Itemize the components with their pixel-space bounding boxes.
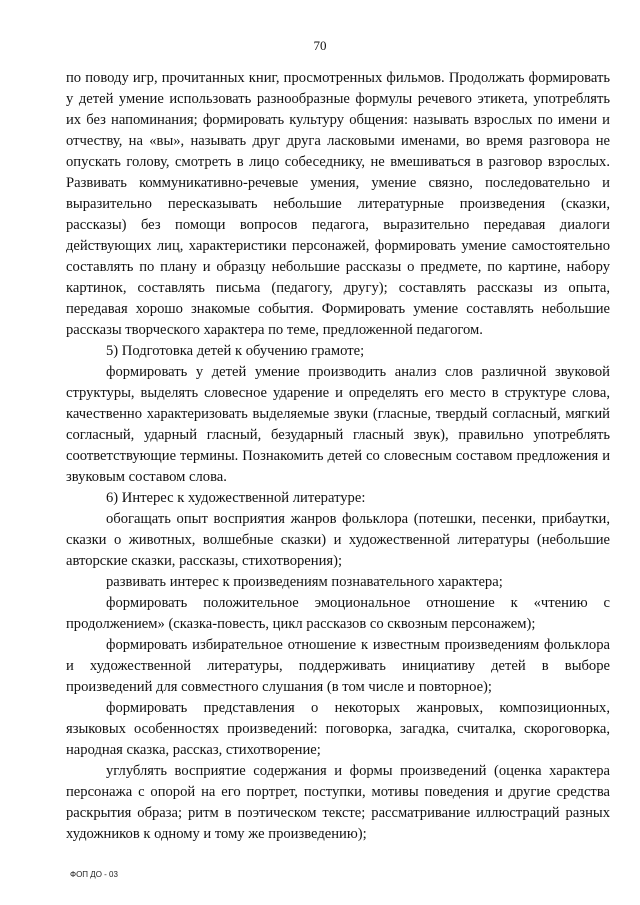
page-body xyxy=(66,68,610,845)
paragraph-genre-features: формировать представления о некоторых жанровых, композиционных, языковых особенностях произведений: поговорка, загадка, считалка, скороговорка, народная сказка, рассказ, стихотворение; xyxy=(66,700,610,758)
page-footer: ФОП ДО - 03 xyxy=(70,870,118,879)
paragraph-folklore: обогащать опыт восприятия жанров фольклора (потешки, песенки, прибаутки, сказки о животных, волшебные сказки) и художественной литературы (небольшие авторские сказки, рассказы, стихотворения); xyxy=(66,511,610,569)
paragraph-selective-attitude: формировать избирательное отношение к известным произведениям фольклора и художественной литературы, поддерживать инициативу детей в выборе произведений для совместного слушания (в том числе и повторное); xyxy=(66,637,610,695)
paragraph-cognitive-interest: развивать интерес к произведениям познавательного характера; xyxy=(106,574,503,590)
paragraph-continuation: по поводу игр, прочитанных книг, просмотренных фильмов. Продолжать формировать у детей умение использовать разнообразные формулы речевого этикета, употреблять их без напоминания; формировать культуру общения: называть взрослых по имени и отчеству, на «вы», называть друг друга ласковыми именами, во время разговора не опускать голову, смотреть в лицо собеседнику, не вмешиваться в разговор взрослых. Развивать коммуникативно-речевые умения, умение связно, последовательно и выразительно пересказывать небольшие литературные произведения (сказки, рассказы) без помощи вопросов педагога, выразительно передавая диалоги действующих лиц, характеристики персонажей, формировать умение самостоятельно составлять по плану и образцу небольшие рассказы о предмете, по картине, набору картинок, составлять письма (педагогу, другу); составлять рассказы из опыта, передавая хорошо знакомые события. Формировать умение составлять небольшие рассказы творческого характера по теме, предложенной педагогом. xyxy=(66,70,610,338)
page-number: 70 xyxy=(313,38,327,53)
paragraph-reading-continuation: формировать положительное эмоциональное отношение к «чтению с продолжением» (сказка-повесть, цикл рассказов со сквозным персонажем); xyxy=(66,595,610,632)
section-heading-literature: 6) Интерес к художественной литературе: xyxy=(106,490,366,506)
paragraph-deepen-perception: углублять восприятие содержания и формы произведений (оценка характера персонажа с опорой на его портрет, поступки, мотивы поведения и другие средства раскрытия образа; ритм в поэтическом тексте; рассматривание иллюстраций разных художников к одному и тому же произведению); xyxy=(66,763,610,842)
section-heading-literacy: 5) Подготовка детей к обучению грамоте; xyxy=(106,343,365,359)
paragraph-literacy: формировать у детей умение производить анализ слов различной звуковой структуры, выделять словесное ударение и определять его место в структуре слова, качественно характеризовать выделяемые звуки (гласные, твердый согласный, мягкий согласный, ударный гласный, безударный гласный звук), правильно употреблять соответствующие термины. Познакомить детей со словесным составом предложения и звуковым составом слова. xyxy=(66,364,610,485)
